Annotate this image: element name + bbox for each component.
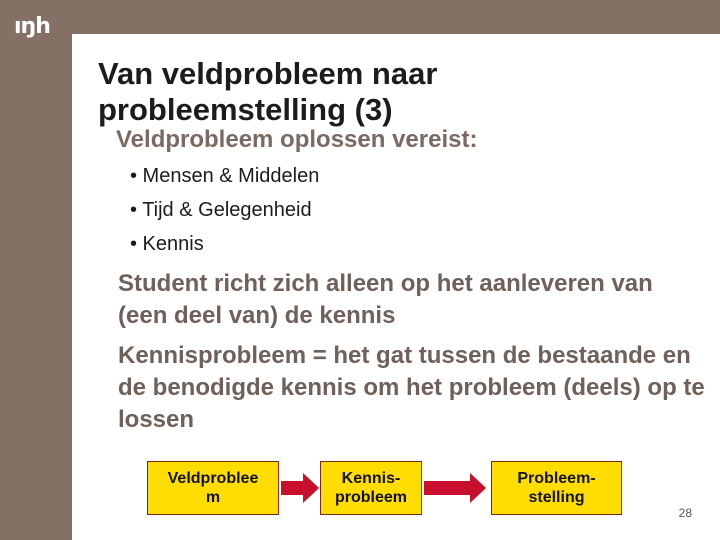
flow-box-line: probleem bbox=[334, 489, 407, 506]
flow-box-kennisprobleem bbox=[320, 461, 422, 515]
bullet-item: • Tijd & Gelegenheid bbox=[130, 199, 312, 221]
flow-box-veldprobleem bbox=[147, 461, 279, 515]
slide-title: Van veldprobleem naar probleemstelling (3) bbox=[98, 56, 438, 127]
arrow-right-icon bbox=[281, 473, 319, 503]
process-flow bbox=[147, 461, 627, 515]
paragraph-student: Student richt zich alleen op het aanleveren van (een deel van) de kennis bbox=[118, 270, 653, 329]
lead-text: Veldprobleem oplossen vereist: bbox=[116, 126, 478, 153]
page-number: 28 bbox=[678, 506, 692, 520]
flow-box-line: stelling bbox=[528, 489, 585, 506]
flow-box-line: Probleem- bbox=[517, 470, 596, 487]
bullet-list bbox=[130, 162, 319, 264]
flow-box-line: Veldproblee bbox=[167, 470, 259, 487]
bullet-item: • Kennis bbox=[130, 233, 204, 255]
logo: ıŋh bbox=[14, 14, 50, 39]
paragraph-kennisprobleem: Kennisprobleem = het gat tussen de bestaande en de benodigde kennis om het probleem (deels) op te lossen bbox=[118, 342, 705, 433]
arrow-right-icon bbox=[424, 473, 486, 503]
slide bbox=[72, 34, 720, 540]
flow-box-probleemstelling bbox=[491, 461, 622, 515]
flow-box-line: m bbox=[205, 489, 221, 506]
bullet-item: • Mensen & Middelen bbox=[130, 165, 320, 187]
flow-box-line: Kennis- bbox=[341, 470, 401, 487]
